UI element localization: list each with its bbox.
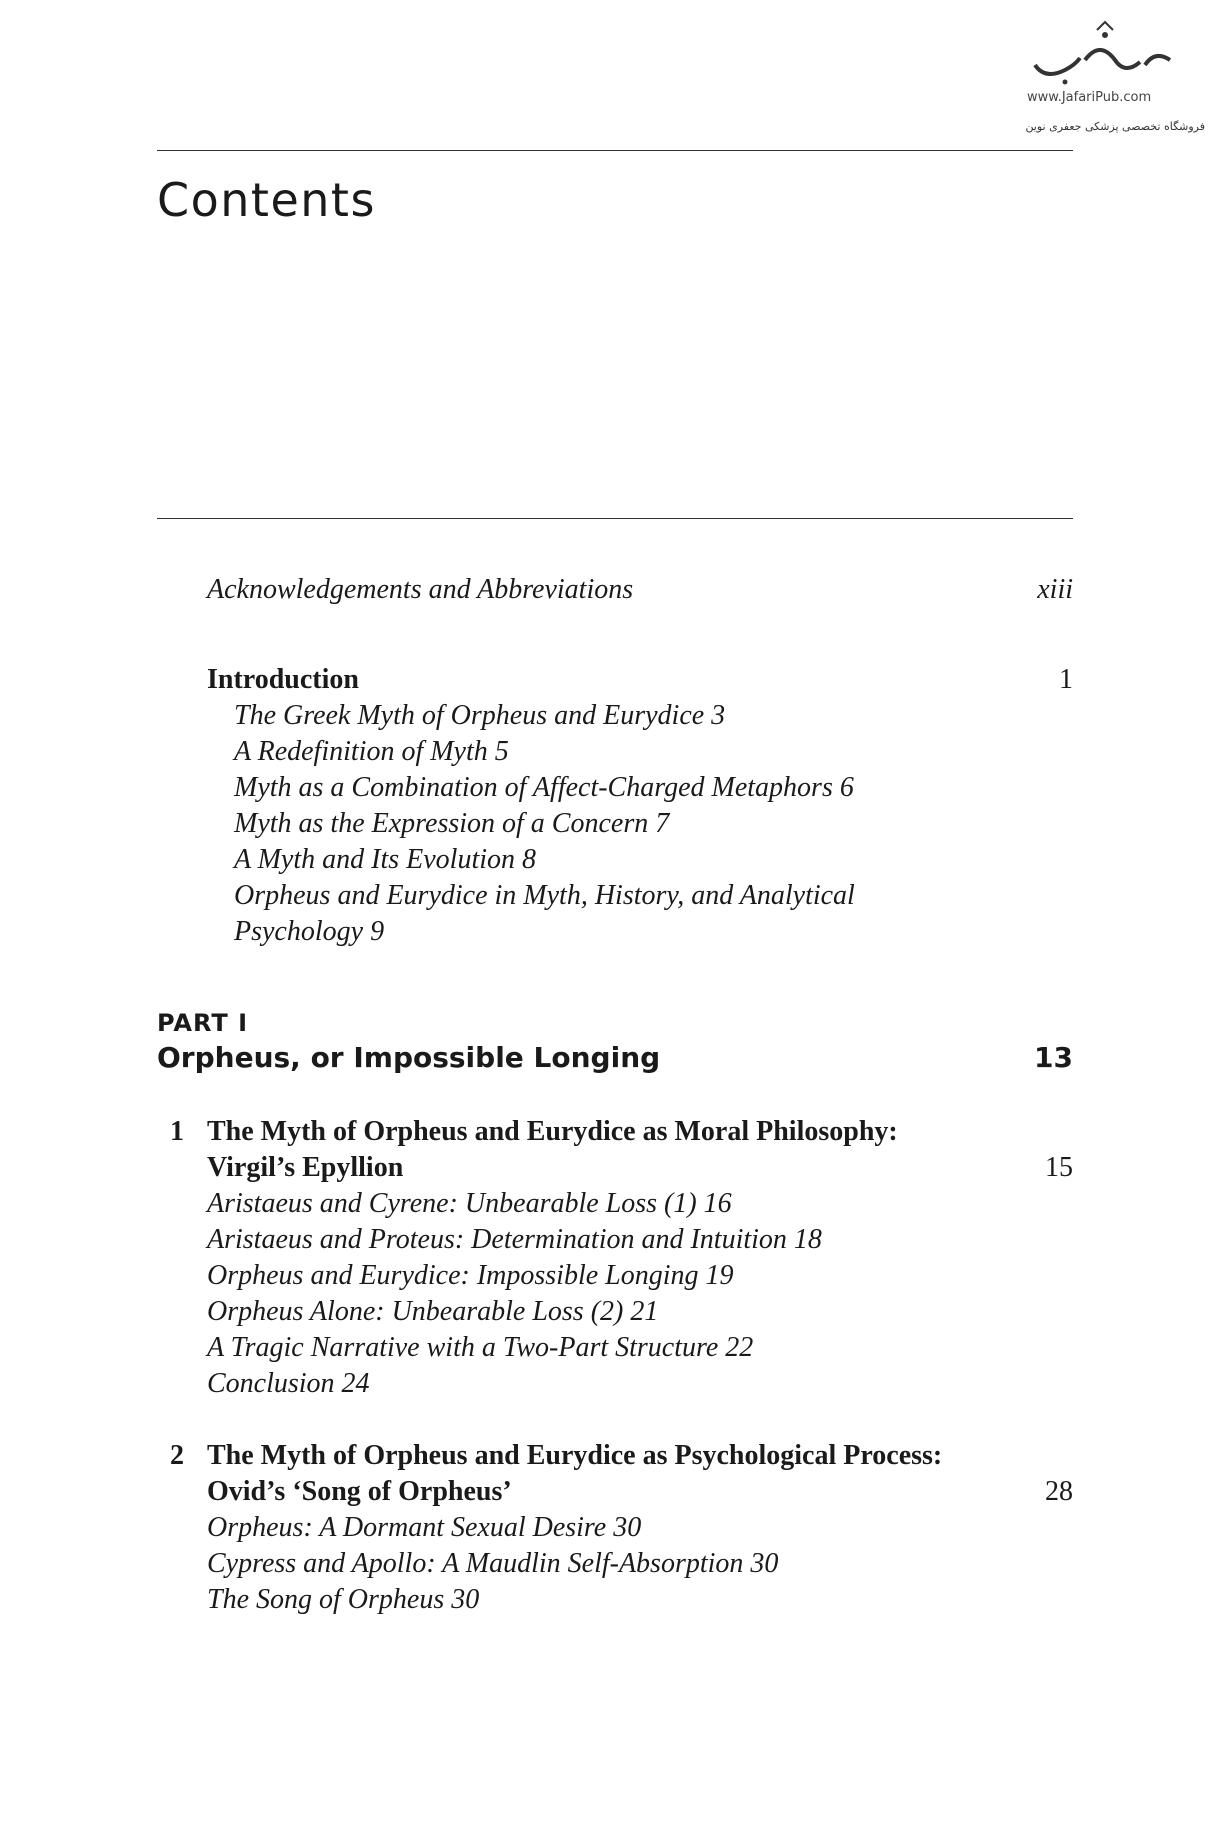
- toc-intro-section: A Redefinition of Myth 5: [234, 736, 509, 767]
- toc-intro-section: Myth as the Expression of a Concern 7: [234, 808, 670, 839]
- page-title: Contents: [157, 173, 376, 227]
- toc-intro-section: The Greek Myth of Orpheus and Eurydice 3: [234, 700, 726, 731]
- toc-intro-section: Psychology 9: [234, 916, 385, 947]
- chapter-title: The Myth of Orpheus and Eurydice as Psychological Process:: [207, 1440, 943, 1471]
- chapter-subtitle: Virgil’s Epyllion: [207, 1152, 404, 1183]
- toc-intro-section: Myth as a Combination of Affect-Charged Metaphors 6: [234, 772, 854, 803]
- toc-section: Conclusion 24: [207, 1368, 370, 1399]
- toc-section: Orpheus Alone: Unbearable Loss (2) 21: [207, 1296, 659, 1327]
- toc-section: The Song of Orpheus 30: [207, 1584, 480, 1615]
- toc-introduction-page: 1: [1059, 664, 1073, 695]
- part-page: 13: [1034, 1041, 1073, 1074]
- toc-acknowledgements: Acknowledgements and Abbreviations: [207, 574, 634, 605]
- toc-section: Aristaeus and Cyrene: Unbearable Loss (1) 16: [207, 1188, 732, 1219]
- toc-section: Cypress and Apollo: A Maudlin Self-Absorption 30: [207, 1548, 779, 1579]
- chapter-page: 28: [1045, 1476, 1073, 1507]
- watermark-url: www.JafariPub.com: [1027, 90, 1152, 105]
- publisher-watermark: [1005, 20, 1205, 140]
- toc-section: Orpheus: A Dormant Sexual Desire 30: [207, 1512, 642, 1543]
- top-rule: [157, 150, 1073, 151]
- toc-intro-section: A Myth and Its Evolution 8: [234, 844, 536, 875]
- toc-section: Orpheus and Eurydice: Impossible Longing 19: [207, 1260, 734, 1291]
- watermark-tagline: فروشگاه تخصصی پزشکی جعفری نوین: [1025, 120, 1205, 133]
- part-label: PART I: [157, 1009, 249, 1037]
- chapter-title: The Myth of Orpheus and Eurydice as Moral Philosophy:: [207, 1116, 898, 1147]
- contents-rule: [157, 518, 1073, 519]
- chapter-number: 2: [170, 1440, 184, 1471]
- part-title: Orpheus, or Impossible Longing: [157, 1041, 661, 1074]
- toc-acknowledgements-page: xiii: [1037, 574, 1073, 605]
- toc-intro-section: Orpheus and Eurydice in Myth, History, and Analytical: [234, 880, 855, 911]
- toc-introduction: Introduction: [207, 664, 359, 695]
- chapter-subtitle: Ovid’s ‘Song of Orpheus’: [207, 1476, 512, 1507]
- chapter-page: 15: [1045, 1152, 1073, 1183]
- chapter-number: 1: [170, 1116, 184, 1147]
- toc-section: A Tragic Narrative with a Two-Part Structure 22: [207, 1332, 754, 1363]
- publisher-logo-icon: [1005, 20, 1205, 90]
- toc-section: Aristaeus and Proteus: Determination and Intuition 18: [207, 1224, 822, 1255]
